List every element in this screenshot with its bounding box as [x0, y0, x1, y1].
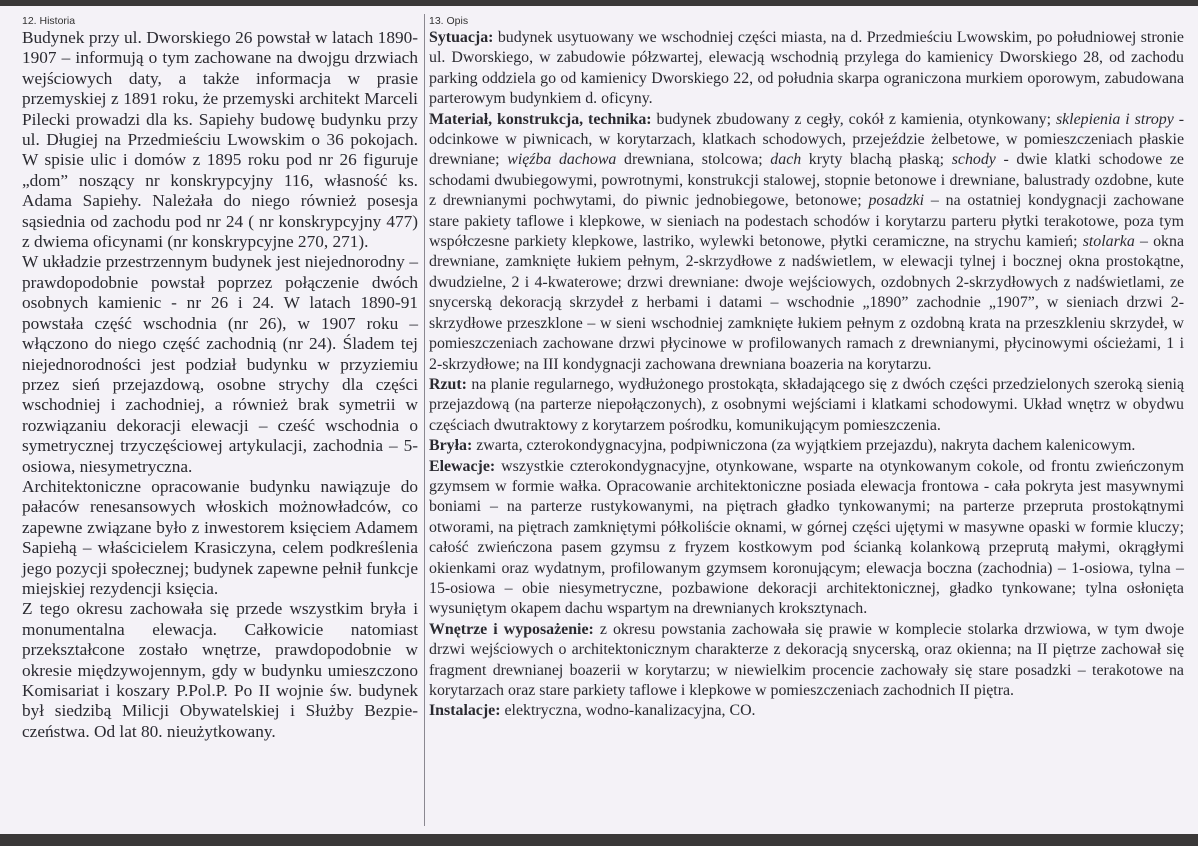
opis-heading: 13. Opis — [429, 15, 469, 27]
section-label: Elewacje: — [429, 457, 496, 475]
term-italic: sklepienia i stropy — [1055, 110, 1174, 128]
paragraph-text: budynek zbudowany z cegły, cokół z kamienia, otynkowany; — [651, 110, 1056, 128]
term-italic: schody — [951, 151, 996, 169]
opis-paragraph — [429, 701, 1184, 721]
paragraph-text: kryty blachą płaską; — [801, 151, 952, 169]
section-label: Rzut: — [429, 375, 467, 393]
section-label: Materiał, konstrukcja, technika: — [429, 110, 652, 128]
paragraph-text: budynek usytuowany we wschodniej części miasta, na d. Przedmieściu Lwowskim, po południowej stronie ul. Dworskiego, w zabudowie półzwartej, elewacją wschodnią przylega do kamienicy Dworskiego 28, od zachodu parking oddziela go od kamienicy Dworskiego 22, od południa skarpa ograniczona murkiem oporowym, zabudowana parterowym budynkiem d. oficyny. — [429, 29, 1184, 108]
term-italic: stolarka — [1082, 233, 1135, 251]
term-italic: posadzki — [868, 192, 925, 210]
opis-paragraph — [429, 110, 1184, 375]
paragraph-text: - odcinkowe w piwnicach, w korytarzach, klatkach schodowych, przejeździe żelbetowe, w pomieszczeniach płaskie drewniane; — [429, 110, 1185, 169]
opis-paragraph — [429, 375, 1184, 436]
section-label: Wnętrze i wyposażenie: — [429, 620, 594, 638]
column-divider — [424, 14, 425, 826]
historia-column — [22, 14, 418, 742]
paragraph-text: - dwie klatki schodowe ze schodami dwubiegowymi, powrotnymi, konstrukcji stalowej, stopnie betonowe i drewniane, balustrady ozdobne, kute z drewnianymi pochwytami, do piwnic jednobiegowe, betonowe; — [429, 151, 1184, 210]
paragraph-text: elektryczna, wodno-kanalizacyjna, CO. — [500, 702, 756, 720]
paragraph-text: wszystkie czterokondygnacyjne, otynkowane, wsparte na otynkowanym cokole, od frontu zwieńczonym gzymsem w formie wałka. Opracowanie architektoniczne posiada elewacja frontowa - cała pokryta jest masywnymi boniami – na parterze rustykowanymi, na piętrach gładko tynkowanymi; na parterze przepruta prostokątnymi otworami, na piętrach zamkniętymi półkoliście oknami, w górnej części ujętymi w masywne opaski w formie kluczy; całość zwieńczona pasem gzymsu z fryzem kostkowym pod ścianką kolankową przeprutą małymi, okrągłymi okienkami oraz wydatnym, profilowanym gzymsem koronującym; elewacja boczna (zachodnia) – 1-osiowa, tylna – 15-osiowa – obie niesymetryczne, pozbawione dekoracji architektonicznej, gładko tynkowane; tylna osłonięta wysuniętym okapem dachu wspartym na drewnianych kroksztynach. — [429, 457, 1184, 618]
opis-body — [429, 28, 1184, 722]
section-label: Sytuacja: — [429, 29, 494, 46]
paragraph-text: zwarta, czterokondygnacyjna, podpiwniczona (za wyjątkiem przejazdu), nakryta dachem kalenicowym. — [472, 437, 1136, 455]
paragraph-text: drewniana, stolcowa; — [616, 151, 771, 169]
opis-paragraph — [429, 436, 1184, 456]
paragraph-text: na planie regularnego, wydłużonego prostokąta, składającego się z dwóch części przedzielonych szeroką sienią przejazdową (na parterze niepołączonych), z osobnymi wejściami i klatkami schodowymi. Układ wnętrz w obydwu częściach dwutraktowy z korytarzem pośrodku, komunikującym pomieszczenia. — [429, 375, 1184, 434]
paragraph-text: z okresu powstania zachowała się prawie w komplecie stolarka drzwiowa, w tym dwoje drzwi wejściowych o architektonicznym charakterze z dekoracją snycerską, oraz okienna; na II piętrze zachował się fragment drewnianej boazerii w korytarzu; w niewielkim procencie zachowały się stare posadzki – terakotowe na korytarzach oraz stare parkiety taflowe i klepkowe w pomieszczeniach zachodnich II piętra. — [429, 620, 1184, 699]
section-label: Instalacje: — [429, 702, 501, 720]
paragraph-text: – okna drewniane, zamknięte łukiem pełnym, 2-skrzydłowe z nadświetlem, w elewacji tylnej i bocznej okna prostokątne, dwudzielne, 2 i 4-kwaterowe; drzwi drewniane: dwoje wejściowych, ozdobnych 2-skrzydłowych z nadświetlami, ze snycerską dekoracją skrzydeł z herbami i datami – wschodnie „1890” zachodnie „1907”, w sieniach drzwi 2-skrzydłowe przeszklone – w sieni wschodniej zamknięte łukiem pełnym z ozdobną krata na przeszkleniu skrzydeł, w pomieszczeniach zachowane drzwi płycinowe w profilowanych ramach z drewnianymi, płycinowymi ościeżami, 1 i 2-skrzydłowe; na III kondygnacji zachowana drewniana boazeria na korytarzu. — [429, 233, 1184, 373]
term-italic: więźba dachowa — [507, 151, 617, 169]
section-label: Bryła: — [429, 437, 473, 455]
opis-column — [429, 14, 1184, 722]
opis-paragraph — [429, 457, 1184, 620]
historia-paragraph: Architektoniczne opracowanie budynku nawiązuje do pałaców renesansowych włoskich możnowładców, co zapewne związane było z inwestorem księciem Adamem Sapiehą – właścicielem Krasiczyna, celem podkreślenia jego pozycji społecznej; budynek zapewne pełnił funkcje miejskiej rezydencji księcia. — [22, 476, 418, 598]
paragraph-text: – na ostatniej kondygnacji zachowane stare pakiety taflowe i klepkowe, w sieniach na podestach schodów i korytarzu parteru płytki terakotowe, poza tym współczesne parkiety klepkowe, lastriko, wylewki betonowe, płytki ceramiczne, na strychu kamień; — [429, 192, 1184, 251]
historia-heading: 12. Historia — [22, 15, 76, 27]
term-italic: dach — [770, 151, 802, 169]
historia-paragraph: Z tego okresu zachowała się przede wszystkim bryła i monumentalna elewacja. Całkowicie natomiast przekształcone zostało wnętrze, prawdopodobnie w okresie międzywojennym, gdy w budynku umieszczono Komisariat i koszary P.Pol.P. Po II wojnie św. budynek był siedzibą Milicji Obywatelskiej i Służby Bezpie-czeństwa. Od lat 80. nieużytkowany. — [22, 599, 418, 741]
opis-paragraph — [429, 28, 1184, 110]
historia-paragraph: Budynek przy ul. Dworskiego 26 powstał w latach 1890-1907 – informują o tym zachowane na dwojgu drzwiach wejściowych daty, a także informacja w prasie przemyskiej z 1891 roku, że przemyski architekt Marceli Pilecki prowadzi dla ks. Sapiehy budowę budynku przy ul. Długiej na Przedmieściu Lwowskim o 36 pokojach. W spisie ulic i domów z 1895 roku pod nr 26 figuruje „dom” noszący nr konskrypcyjny 116, własność ks. Adama Sapiehy. Należała do niego również posesja sąsiednia od zachodu pod nr 24 ( nr konskrypcyjny 477) z dwiema oficynami (nr konskrypcyjne 270, 271). — [22, 28, 418, 252]
historia-paragraph: W układzie przestrzennym budynek jest niejednorodny – prawdopodobnie powstał poprzez połączenie dwóch osobnych kamienic - nr 26 i 24. W latach 1890-91 powstała część wschodnia (nr 26), w 1907 roku – włączono do niego część zachodnią (nr 24). Śladem tej niejednorodności jest podział budynku w przyziemiu przez sień przejazdową, osobne strychy dla części wschodniej i zachodniej, a również brak symetrii w rozwiązaniu dekoracji elewacji – cześć wschodnia o symetrycznej trzyczęściowej artykulacji, zachodnia – 5-osiowa, niesymetryczna. — [22, 252, 418, 476]
opis-paragraph — [429, 620, 1184, 702]
document-page — [0, 6, 1198, 834]
